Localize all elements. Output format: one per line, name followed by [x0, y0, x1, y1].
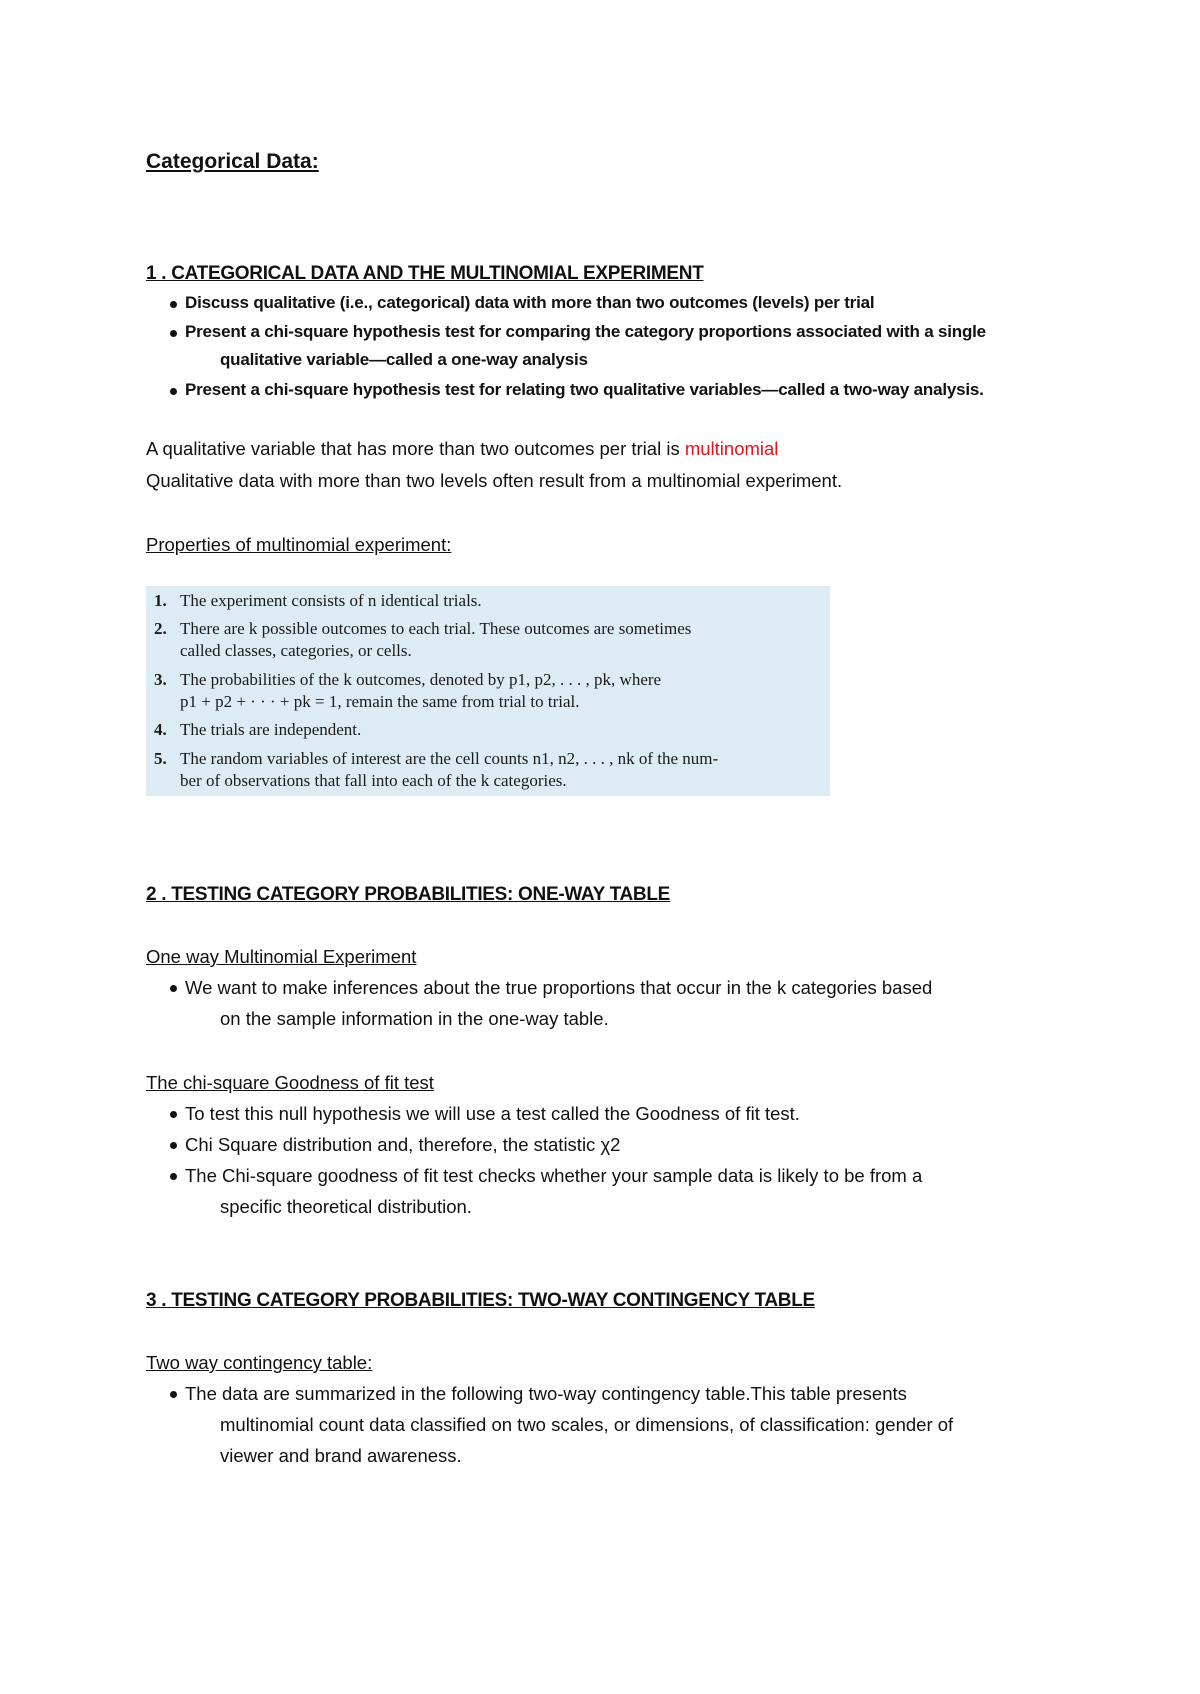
list-item-continuation: specific theoretical distribution.: [220, 1196, 472, 1217]
contingency-table-label: Two way contingency table:: [146, 1352, 373, 1373]
property-1: The experiment consists of n identical trials.: [180, 591, 482, 610]
property-2-line-1: There are k possible outcomes to each trial. These outcomes are sometimes: [180, 619, 692, 638]
list-item-continuation: on the sample information in the one-way table.: [220, 1008, 609, 1029]
property-number: 1.: [154, 591, 167, 610]
list-item: Chi Square distribution and, therefore, the statistic χ2: [185, 1134, 1075, 1156]
property-4: The trials are independent.: [180, 720, 362, 739]
properties-box: [146, 586, 830, 796]
multinomial-paragraph: Qualitative data with more than two levels often result from a multinomial experiment.: [146, 470, 843, 491]
section-3-heading: 3 . TESTING CATEGORY PROBABILITIES: TWO-WAY CONTINGENCY TABLE: [146, 1290, 815, 1311]
bullet-icon: [170, 388, 177, 395]
list-item-continuation: qualitative variable—called a one-way analysis: [220, 350, 588, 369]
bullet-icon: [170, 1142, 177, 1149]
bullet-icon: [170, 1173, 177, 1180]
section-1-heading: 1 . CATEGORICAL DATA AND THE MULTINOMIAL EXPERIMENT: [146, 263, 704, 284]
property-5-line-2: ber of observations that fall into each of the k categories.: [180, 771, 567, 790]
bullet-icon: [170, 330, 177, 337]
property-2-line-2: called classes, categories, or cells.: [180, 641, 412, 660]
bullet-icon: [170, 1391, 177, 1398]
page-title: Categorical Data:: [146, 150, 319, 173]
list-item: We want to make inferences about the true proportions that occur in the k categories based: [185, 977, 1075, 999]
multinomial-definition: A qualitative variable that has more than two outcomes per trial is multinomial: [146, 438, 779, 459]
section-2-heading: 2 . TESTING CATEGORY PROBABILITIES: ONE-WAY TABLE: [146, 884, 671, 905]
property-5-line-1: The random variables of interest are the cell counts n1, n2, . . . , nk of the num-: [180, 749, 719, 768]
property-3-line-2: p1 + p2 + · · · + pk = 1, remain the same from trial to trial.: [180, 692, 580, 711]
bullet-icon: [170, 301, 177, 308]
list-item: To test this null hypothesis we will use a test called the Goodness of fit test.: [185, 1103, 1075, 1125]
goodness-of-fit-label: The chi-square Goodness of fit test: [146, 1072, 434, 1093]
list-item-continuation: viewer and brand awareness.: [220, 1445, 462, 1466]
list-item: The Chi-square goodness of fit test checks whether your sample data is likely to be from a: [185, 1165, 1075, 1187]
list-item: Discuss qualitative (i.e., categorical) data with more than two outcomes (levels) per trial: [185, 293, 1075, 313]
property-number: 3.: [154, 670, 167, 689]
bullet-icon: [170, 985, 177, 992]
list-item: The data are summarized in the following two-way contingency table.This table presents: [185, 1383, 1075, 1405]
property-3-line-1: The probabilities of the k outcomes, denoted by p1, p2, . . . , pk, where: [180, 670, 662, 689]
list-item-continuation: multinomial count data classified on two scales, or dimensions, of classification: gender of: [220, 1414, 954, 1435]
one-way-experiment-label: One way Multinomial Experiment: [146, 946, 417, 967]
list-item: Present a chi-square hypothesis test for comparing the category proportions associated with a single: [185, 322, 1075, 342]
list-item: Present a chi-square hypothesis test for relating two qualitative variables—called a two-way analysis.: [185, 380, 1075, 400]
bullet-icon: [170, 1111, 177, 1118]
multinomial-highlight: multinomial: [684, 438, 779, 459]
property-number: 2.: [154, 619, 167, 638]
property-number: 5.: [154, 749, 167, 768]
properties-label: Properties of multinomial experiment:: [146, 534, 452, 555]
property-number: 4.: [154, 720, 167, 739]
